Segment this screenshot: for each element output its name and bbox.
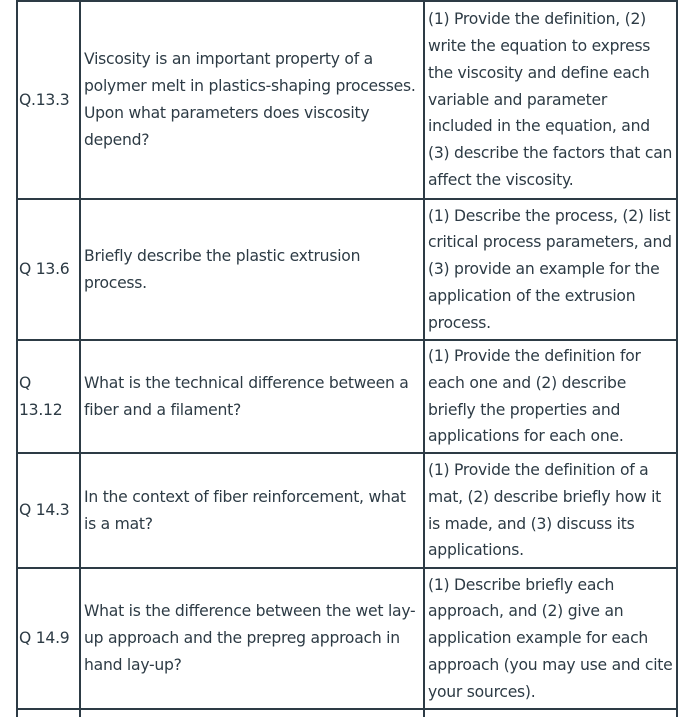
guidance-cell: (1) Describe the process, (2) list critical process parameters, and (3) provide an example for the application of the extrusion process. [424,199,677,340]
question-text-cell: Viscosity is an important property of a polymer melt in plastics-shaping processes. Upon what parameters does viscosity depend? [80,1,424,199]
table-row [17,340,677,453]
question-text-cell: What is the difference between the wet lay-up approach and the prepreg approach in hand lay-up? [80,568,424,709]
guidance-cell: (1) Provide the definition of a mat, (2) describe briefly how it is made, and (3) discuss its applications. [424,453,677,568]
question-id-cell: Q.13.3 [17,1,80,199]
question-text-cell: What is the technical difference between a fiber and a filament? [80,340,424,453]
table-row [17,568,677,709]
question-id-cell: Q 13.6 [17,199,80,340]
question-id-cell: Q 14.9 [17,568,80,709]
questions-table [16,0,678,717]
table-row [17,453,677,568]
guidance-cell: (1) Describe briefly each approach, and (2) give an application example for each approach (you may use and cite your sources). [424,568,677,709]
question-text-cell: Briefly describe the plastic extrusion process. [80,199,424,340]
table-row [17,199,677,340]
question-id-cell: Q 14.3 [17,453,80,568]
table-row [17,1,677,199]
question-id-cell: Q 13.12 [17,340,80,453]
guidance-cell: (1) Provide the definition, (2) write the equation to express the viscosity and define each variable and parameter included in the equation, and (3) describe the factors that can affect the viscosity. [424,1,677,199]
guidance-cell: (1) Provide the definition for each one and (2) describe briefly the properties and applications for each one. [424,340,677,453]
question-text-cell: In the context of fiber reinforcement, what is a mat? [80,453,424,568]
